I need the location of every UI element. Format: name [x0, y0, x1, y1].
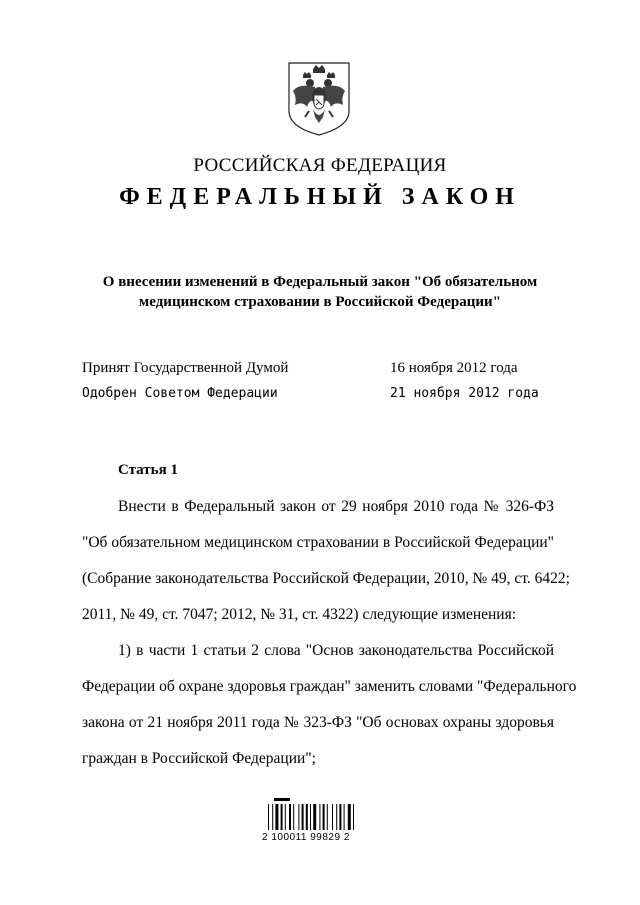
coat-of-arms-emblem	[287, 61, 351, 137]
duma-adoption-date: 16 ноября 2012 года	[390, 360, 518, 376]
article-text-line-5: 1) в части 1 статьи 2 слова "Основ законодательства Российской	[118, 642, 554, 659]
article-text-line-4: 2011, № 49, ст. 7047; 2012, № 31, ст. 4322) следующие изменения:	[82, 606, 517, 623]
council-approval-date: 21 ноября 2012 года	[390, 386, 539, 401]
article-text-line-2: "Об обязательном медицинском страховании в Российской Федерации"	[82, 534, 554, 551]
article-text-line-3: (Собрание законодательства Российской Федерации, 2010, № 49, ст. 6422;	[82, 570, 570, 587]
council-approval-label: Одобрен Советом Федерации	[82, 386, 278, 401]
law-title	[60, 272, 580, 312]
article-text-line-6: Федерации об охране здоровья граждан" заменить словами "Федерального	[82, 678, 577, 695]
article-text-line-1: Внести в Федеральный закон от 29 ноября 2010 года № 326-ФЗ	[118, 498, 554, 515]
article-text-line-8: граждан в Российской Федерации";	[82, 750, 316, 767]
law-title-line-1: О внесении изменений в Федеральный закон "Об обязательном	[102, 274, 538, 290]
law-type-heading: ФЕДЕРАЛЬНЫЙ ЗАКОН	[119, 184, 521, 210]
barcode-number: 2 100011 99829 2	[262, 832, 350, 843]
duma-adoption-label: Принят Государственной Думой	[82, 360, 289, 376]
article-text-line-7: закона от 21 ноября 2011 года № 323-ФЗ "Об основах охраны здоровья	[82, 714, 554, 731]
country-heading: РОССИЙСКАЯ ФЕДЕРАЦИЯ	[193, 155, 447, 176]
article-heading: Статья 1	[118, 462, 178, 478]
law-title-line-2: медицинском страховании в Российской Федерации"	[139, 294, 501, 310]
